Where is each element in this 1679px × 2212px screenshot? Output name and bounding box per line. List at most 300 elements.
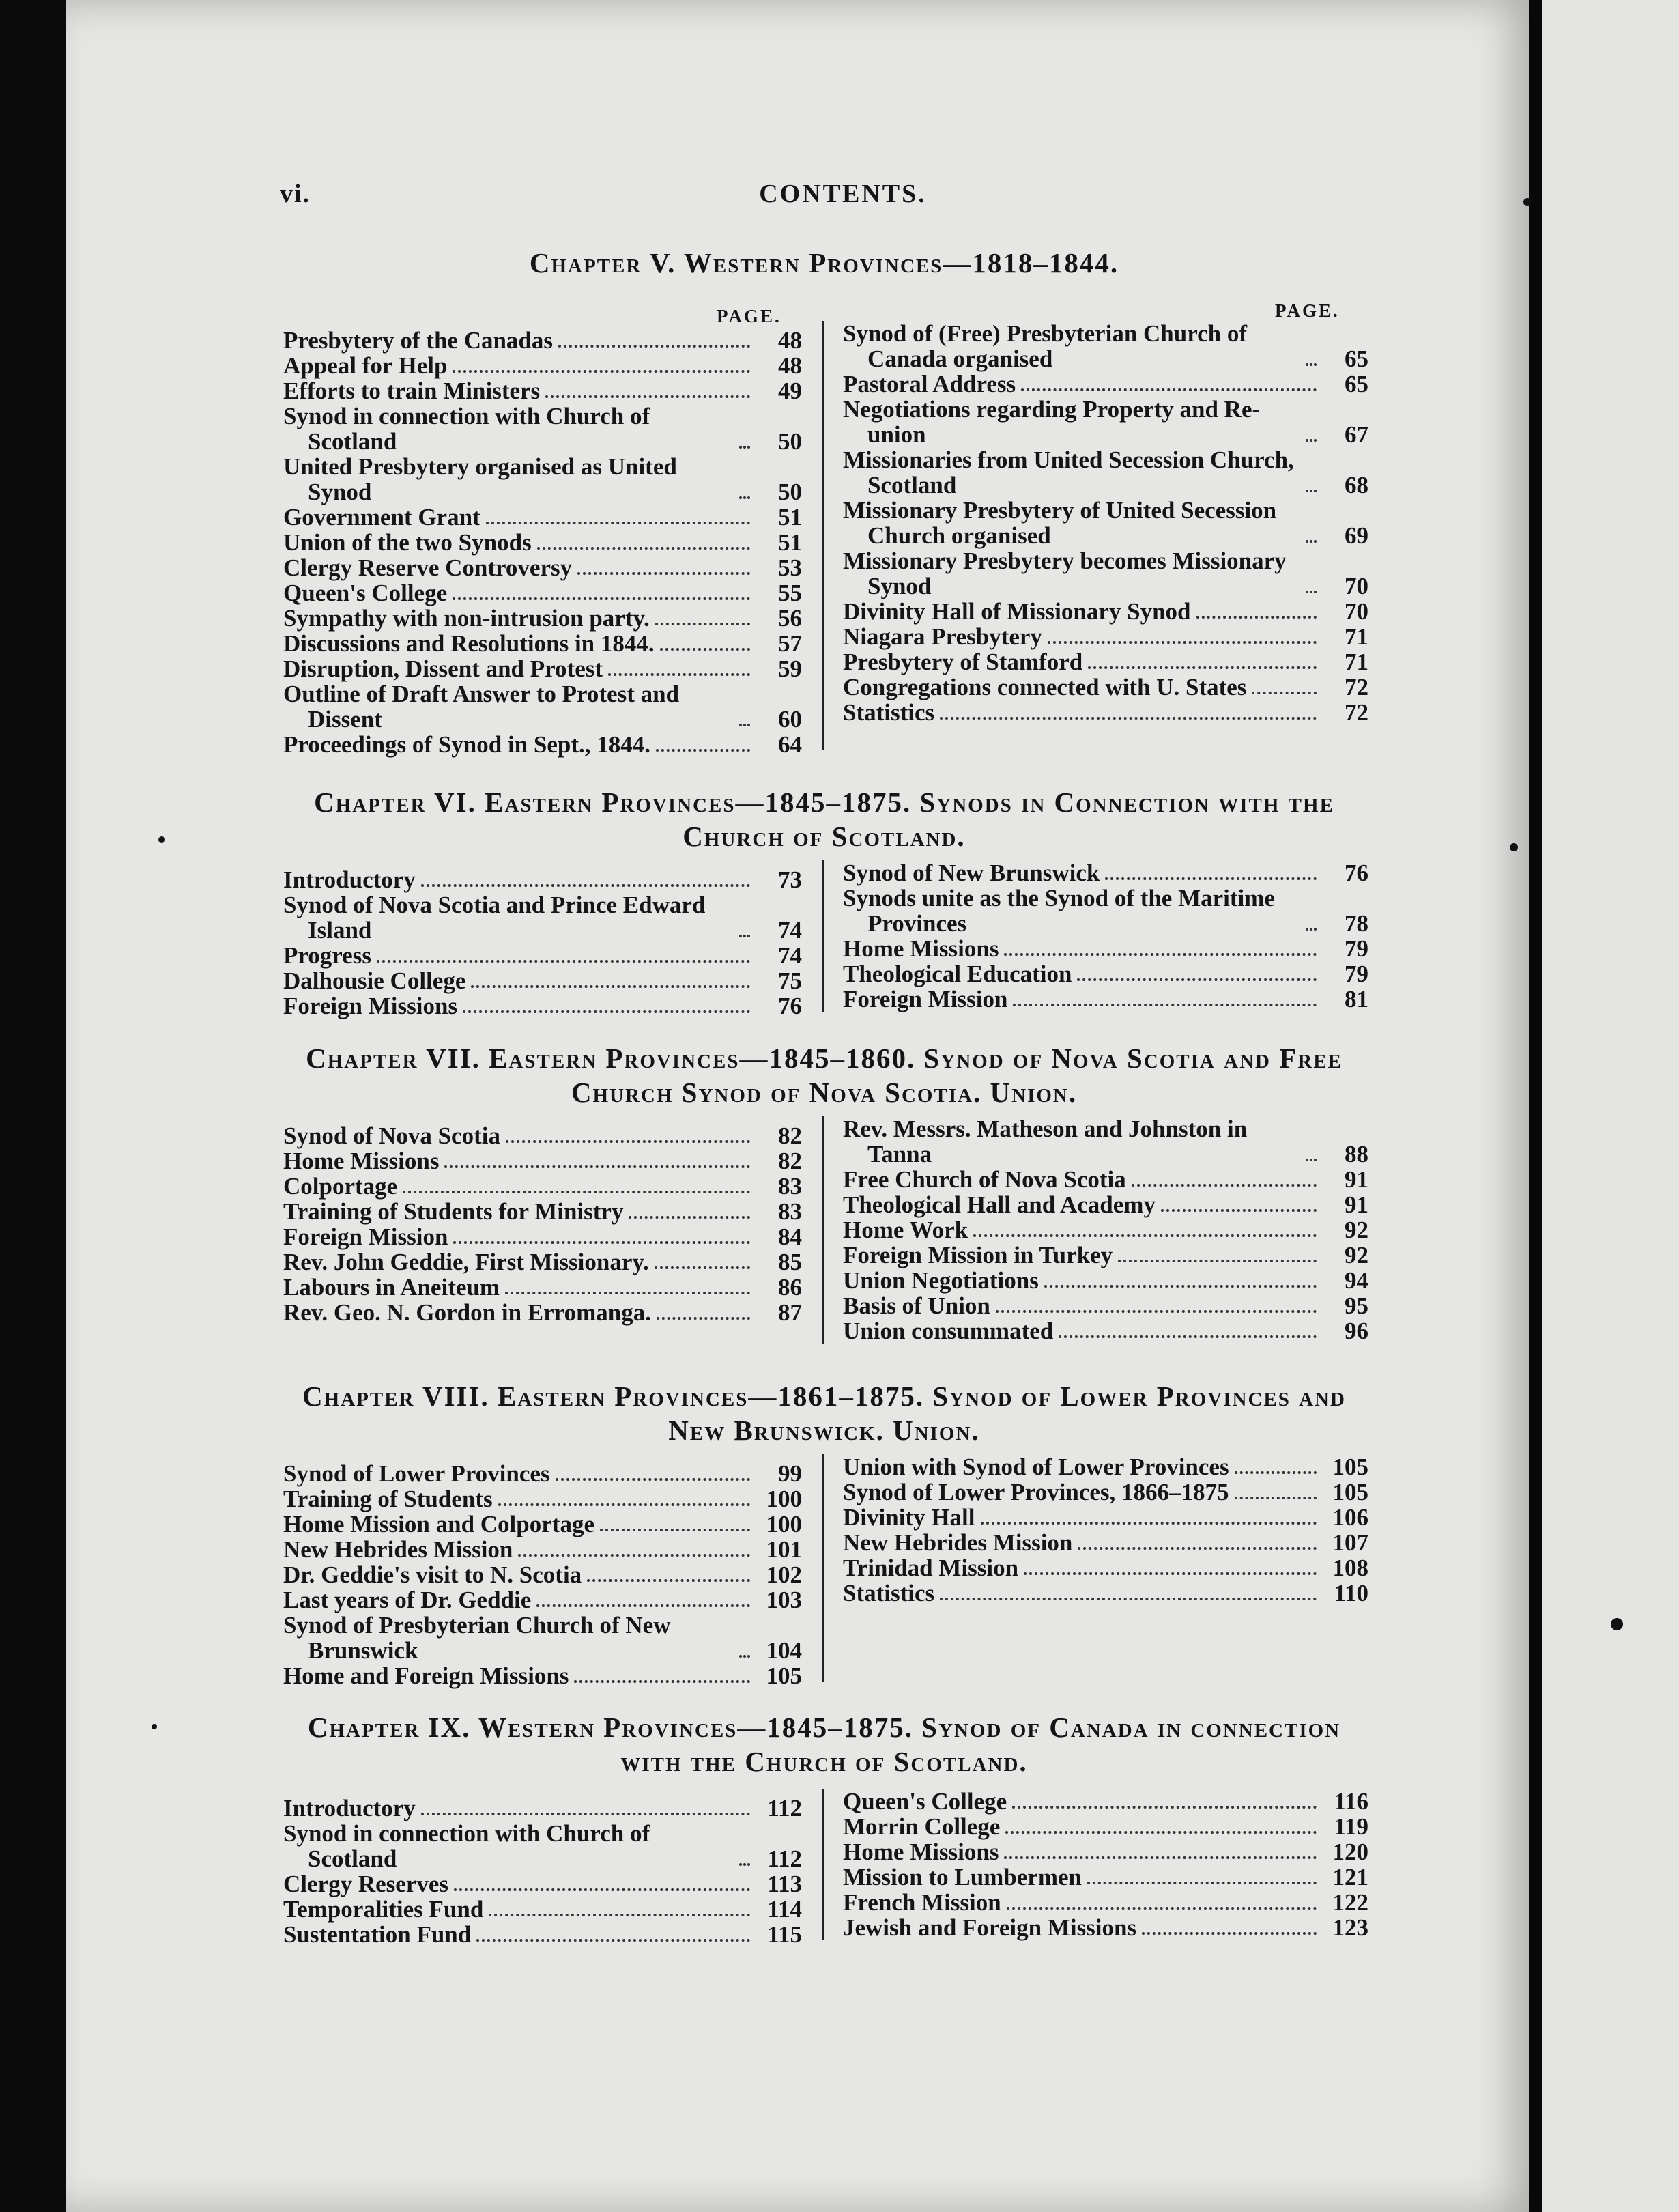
toc-page-number: 70 <box>1345 573 1368 599</box>
toc-page-number: 122 <box>1332 1889 1368 1916</box>
toc-entry <box>843 961 1368 987</box>
toc-page-number: 82 <box>778 1122 802 1149</box>
dot-leader <box>1252 692 1317 694</box>
dot-leader <box>444 1165 750 1168</box>
dot-leader <box>1012 1806 1317 1809</box>
toc-page-number: 79 <box>1345 935 1368 962</box>
dot-leader <box>1142 1932 1317 1935</box>
toc-entry <box>843 1479 1368 1505</box>
dot-leader <box>739 496 750 499</box>
toc-page-number: 69 <box>1345 522 1368 549</box>
dot-leader <box>739 935 750 937</box>
toc-page-number: 55 <box>778 580 802 606</box>
toc-entry-title: Clergy Reserve Controversy <box>283 554 573 581</box>
dot-leader <box>453 1241 750 1244</box>
toc-entry <box>283 892 802 943</box>
toc-entry <box>283 1174 802 1199</box>
toc-entry-title: Outline of Draft Answer to Protest and Dissent <box>283 681 685 733</box>
column-divider <box>822 1789 824 1940</box>
toc-page-number: 104 <box>766 1637 802 1664</box>
dot-leader <box>657 1317 750 1320</box>
dot-leader <box>1132 1184 1317 1187</box>
chapter-heading: Chapter VII. Eastern Provinces—1845–1860. Synod of Nova Scotia and Free Church Synod of Nova Scotia. Union. <box>306 1043 1343 1108</box>
toc-page-number: 78 <box>1345 910 1368 937</box>
toc-page-number: 65 <box>1345 345 1368 372</box>
toc-entry <box>283 1562 802 1587</box>
toc-entry-title: Theological Hall and Academy <box>843 1191 1156 1218</box>
toc-page-number: 53 <box>778 554 802 581</box>
toc-page-number: 87 <box>778 1299 802 1326</box>
toc-page-number: 86 <box>778 1274 802 1301</box>
toc-entry <box>283 1199 802 1224</box>
chapter-heading: Chapter VI. Eastern Provinces—1845–1875. Synods in Connection with the Church of Scotland. <box>314 786 1334 852</box>
toc-entry-title: Temporalities Fund <box>283 1896 484 1923</box>
toc-entry-title: Home Missions <box>843 1839 999 1865</box>
toc-page-number: 88 <box>1345 1141 1368 1167</box>
toc-page-number: 119 <box>1334 1813 1368 1840</box>
toc-entry-title: Foreign Mission <box>843 986 1008 1012</box>
toc-entry <box>283 454 802 505</box>
toc-entry <box>283 1613 802 1663</box>
dot-leader <box>996 1310 1317 1313</box>
toc-entry-title: Negotiations regarding Property and Re-union <box>843 396 1261 448</box>
dot-leader <box>940 1598 1317 1600</box>
toc-entry-title: Dalhousie College <box>283 967 466 994</box>
toc-entry <box>283 631 802 656</box>
toc-left-column <box>283 1123 802 1325</box>
toc-page-number: 121 <box>1332 1864 1368 1890</box>
toc-entry <box>283 1796 802 1821</box>
toc-entry-title: Synod of (Free) Presbyterian Church of Canada organised <box>843 320 1253 372</box>
toc-entry-title: Congregations connected with U. States <box>843 674 1247 700</box>
dot-leader <box>421 1813 750 1815</box>
toc-entry <box>843 1192 1368 1217</box>
toc-page-number: 64 <box>778 731 802 758</box>
toc-entry-title: Synod of Nova Scotia <box>283 1122 500 1149</box>
dot-leader <box>587 1579 750 1582</box>
toc-entry-title: Dr. Geddie's visit to N. Scotia <box>283 1561 582 1588</box>
toc-page-number: 92 <box>1345 1242 1368 1268</box>
toc-entry-title: Missionary Presbytery of United Secession Church organised <box>843 497 1282 549</box>
dot-leader <box>1306 439 1317 442</box>
toc-entry <box>843 1167 1368 1192</box>
toc-entry <box>283 732 802 757</box>
dot-leader <box>739 1863 750 1866</box>
dot-leader <box>1196 616 1317 619</box>
toc-entry <box>283 1922 802 1947</box>
toc-entry-title: Synod in connection with Church of Scotland <box>283 1820 656 1872</box>
column-divider <box>822 1454 824 1682</box>
dot-leader <box>1105 877 1317 880</box>
toc-entry <box>843 1839 1368 1864</box>
dot-leader <box>1088 666 1317 669</box>
toc-page-number: 105 <box>766 1662 802 1689</box>
toc-entry-title: Discussions and Resolutions in 1844. <box>283 630 655 657</box>
toc-entry-title: Training of Students <box>283 1486 493 1512</box>
dot-leader <box>463 1010 750 1013</box>
dot-leader <box>1235 1471 1317 1474</box>
toc-entry-title: Union Negotiations <box>843 1267 1039 1294</box>
toc-page-number: 120 <box>1332 1839 1368 1865</box>
toc-right-column <box>843 321 1368 725</box>
toc-entry-title: New Hebrides Mission <box>283 1536 513 1563</box>
dot-leader <box>739 1655 750 1658</box>
toc-left-column <box>283 1796 802 1947</box>
toc-entry <box>843 700 1368 725</box>
toc-page-number: 70 <box>1345 598 1368 625</box>
dot-leader <box>739 724 750 726</box>
dot-leader <box>655 623 750 625</box>
toc-page-number: 112 <box>767 1845 802 1872</box>
dot-leader <box>454 1888 750 1891</box>
toc-page-number: 83 <box>778 1173 802 1200</box>
dot-leader <box>973 1234 1317 1237</box>
toc-entry-title: Mission to Lumbermen <box>843 1864 1082 1890</box>
dot-leader <box>1306 591 1317 593</box>
toc-page-number: 100 <box>766 1511 802 1537</box>
toc-entry-title: Pastoral Address <box>843 371 1016 397</box>
toc-entry <box>283 867 802 892</box>
toc-entry <box>283 328 802 353</box>
toc-entry-title: Niagara Presbytery <box>843 623 1042 650</box>
toc-entry-title: Rev. Messrs. Matheson and Johnston in Tanna <box>843 1116 1253 1167</box>
toc-entry-title: Presbytery of Stamford <box>843 649 1083 675</box>
dot-leader <box>537 547 750 550</box>
column-divider <box>822 321 824 750</box>
toc-entry-title: Government Grant <box>283 504 480 530</box>
toc-entry <box>283 1148 802 1174</box>
toc-entry-title: Synods unite as the Synod of the Maritime Provinces <box>843 885 1281 937</box>
toc-entry <box>843 1243 1368 1268</box>
dot-leader <box>1024 1572 1317 1575</box>
toc-page-number: 102 <box>766 1561 802 1588</box>
toc-right-column <box>843 1454 1368 1606</box>
toc-page-number: 96 <box>1345 1318 1368 1344</box>
toc-entry <box>843 599 1368 624</box>
toc-entry <box>843 649 1368 675</box>
toc-page-number: 73 <box>778 866 802 893</box>
toc-page-number: 107 <box>1332 1529 1368 1556</box>
toc-page-number: 99 <box>778 1460 802 1487</box>
toc-entry <box>843 548 1368 599</box>
toc-page-number: 59 <box>778 655 802 682</box>
dot-leader <box>558 345 750 348</box>
toc-page-number: 75 <box>778 967 802 994</box>
toc-entry-title: French Mission <box>843 1889 1001 1916</box>
toc-entry-title: Labours in Aneiteum <box>283 1274 500 1301</box>
toc-entry-title: Appeal for Help <box>283 352 448 379</box>
toc-entry <box>843 1454 1368 1479</box>
toc-entry-title: New Hebrides Mission <box>843 1529 1073 1556</box>
dot-leader <box>1161 1209 1317 1212</box>
toc-entry <box>843 1293 1368 1318</box>
toc-entry <box>843 1814 1368 1839</box>
toc-entry-title: Home Missions <box>283 1148 440 1174</box>
dot-leader <box>1306 540 1317 543</box>
toc-page-number: 71 <box>1345 649 1368 675</box>
dot-leader <box>739 446 750 449</box>
toc-entry <box>283 1663 802 1688</box>
toc-entry <box>283 353 802 378</box>
dot-leader <box>1021 388 1317 391</box>
toc-page-number: 68 <box>1345 472 1368 498</box>
toc-entry-title: Synod in connection with Church of Scotland <box>283 403 656 455</box>
toc-page-number: 76 <box>1345 860 1368 886</box>
toc-entry-title: Morrin College <box>843 1813 1001 1840</box>
toc-entry <box>283 555 802 580</box>
toc-entry <box>843 1580 1368 1606</box>
toc-entry <box>283 1224 802 1249</box>
dot-leader <box>1306 490 1317 492</box>
dot-leader <box>1087 1882 1317 1884</box>
toc-entry <box>843 936 1368 961</box>
toc-entry-title: Home Missions <box>843 935 999 962</box>
dot-leader <box>1077 978 1317 981</box>
toc-entry <box>283 968 802 993</box>
toc-left-column <box>283 1461 802 1688</box>
toc-entry <box>843 675 1368 700</box>
toc-entry <box>283 1461 802 1486</box>
toc-entry-title: Divinity Hall of Missionary Synod <box>843 598 1191 625</box>
toc-entry-title: Foreign Mission in Turkey <box>843 1242 1113 1268</box>
toc-entry-title: Synod of Nova Scotia and Prince Edward Island <box>283 892 712 944</box>
running-head-title: CONTENTS. <box>759 180 927 208</box>
toc-page-number: 74 <box>778 942 802 969</box>
toc-entry-title: Missionaries from United Secession Church, Scotland <box>843 446 1300 498</box>
toc-page-number: 65 <box>1345 371 1368 397</box>
toc-entry-title: Foreign Mission <box>283 1223 448 1250</box>
toc-page-number: 49 <box>778 378 802 404</box>
toc-right-column <box>843 860 1368 1012</box>
toc-page-number: 76 <box>778 993 802 1019</box>
toc-entry-title: Union of the two Synods <box>283 529 532 556</box>
toc-page-number: 82 <box>778 1148 802 1174</box>
toc-entry-title: Introductory <box>283 1795 416 1821</box>
toc-entry-title: Basis of Union <box>843 1292 990 1319</box>
dot-leader <box>1118 1260 1317 1262</box>
toc-page-number: 94 <box>1345 1267 1368 1294</box>
toc-page-number: 110 <box>1334 1580 1368 1606</box>
toc-page-number: 100 <box>766 1486 802 1512</box>
toc-page-number: 48 <box>778 327 802 354</box>
toc-page-number: 103 <box>766 1587 802 1613</box>
dot-leader <box>1078 1547 1317 1550</box>
dot-leader <box>1306 928 1317 931</box>
dot-leader <box>471 985 750 988</box>
toc-entry <box>843 1505 1368 1530</box>
toc-page-number: 112 <box>767 1795 802 1821</box>
dot-leader <box>1013 1004 1317 1006</box>
page-column-label: PAGE. <box>1275 300 1340 321</box>
toc-entry <box>283 1486 802 1512</box>
page-folio: vi. <box>280 180 311 208</box>
toc-entry <box>843 1268 1368 1293</box>
dot-leader <box>536 1604 750 1607</box>
toc-entry <box>283 681 802 732</box>
toc-page-number: 115 <box>767 1921 802 1948</box>
toc-page-number: 48 <box>778 352 802 379</box>
toc-entry <box>283 606 802 631</box>
toc-page-number: 79 <box>1345 961 1368 987</box>
page-column-label: PAGE. <box>717 306 781 326</box>
dot-leader <box>940 717 1317 720</box>
dot-leader <box>1007 1907 1317 1910</box>
dot-leader <box>505 1292 750 1294</box>
toc-entry <box>843 397 1368 447</box>
toc-entry <box>843 371 1368 397</box>
toc-page-number: 92 <box>1345 1217 1368 1243</box>
toc-entry-title: Last years of Dr. Geddie <box>283 1587 532 1613</box>
toc-entry <box>843 860 1368 885</box>
toc-entry <box>843 1789 1368 1814</box>
toc-entry <box>283 1821 802 1871</box>
column-divider <box>822 1116 824 1344</box>
dot-leader <box>518 1554 750 1557</box>
dot-leader <box>453 597 750 600</box>
dot-leader <box>1004 1856 1317 1859</box>
toc-page-number: 91 <box>1345 1166 1368 1193</box>
dot-leader <box>506 1140 750 1143</box>
toc-page-number: 105 <box>1332 1479 1368 1505</box>
toc-entry <box>283 1537 802 1562</box>
toc-entry <box>283 1123 802 1148</box>
toc-entry-title: Rev. Geo. N. Gordon in Erromanga. <box>283 1299 651 1326</box>
dot-leader <box>489 1914 750 1916</box>
dot-leader <box>600 1529 750 1531</box>
toc-entry <box>283 530 802 555</box>
toc-page-number: 106 <box>1332 1504 1368 1531</box>
dot-leader <box>1005 1831 1317 1834</box>
dot-leader <box>1004 953 1317 956</box>
toc-entry <box>283 943 802 968</box>
toc-entry <box>283 1587 802 1613</box>
toc-page-number: 60 <box>778 706 802 733</box>
toc-entry <box>283 1275 802 1300</box>
toc-entry-title: Jewish and Foreign Missions <box>843 1914 1137 1941</box>
toc-left-column <box>283 867 802 1019</box>
toc-entry-title: Efforts to train Ministers <box>283 378 541 404</box>
toc-entry-title: Sympathy with non-intrusion party. <box>283 605 650 632</box>
dot-leader <box>655 1266 750 1269</box>
toc-entry <box>843 987 1368 1012</box>
toc-page-number: 114 <box>767 1896 802 1923</box>
toc-page-number: 74 <box>778 917 802 944</box>
dot-leader <box>1235 1497 1317 1499</box>
toc-page-number: 57 <box>778 630 802 657</box>
dot-leader <box>476 1939 750 1942</box>
toc-entry <box>283 1249 802 1275</box>
toc-entry <box>843 1555 1368 1580</box>
dot-leader <box>574 1680 750 1683</box>
toc-entry-title: Presbytery of the Canadas <box>283 327 554 354</box>
toc-entry-title: Proceedings of Synod in Sept., 1844. <box>283 731 651 758</box>
toc-entry <box>283 993 802 1019</box>
toc-entry-title: Home and Foreign Missions <box>283 1662 569 1689</box>
toc-page-number: 72 <box>1345 674 1368 700</box>
toc-page-number: 56 <box>778 605 802 632</box>
toc-page-number: 51 <box>778 504 802 530</box>
toc-entry <box>283 403 802 454</box>
chapter-heading: Chapter IX. Western Provinces—1845–1875. Synod of Canada in connection with the Church of Scotland. <box>307 1712 1341 1777</box>
dot-leader <box>1044 1285 1317 1288</box>
toc-entry <box>843 498 1368 548</box>
toc-page-number: 72 <box>1345 699 1368 726</box>
toc-entry <box>843 447 1368 498</box>
dot-leader <box>656 749 750 752</box>
toc-entry <box>283 1512 802 1537</box>
toc-left-column <box>283 328 802 757</box>
dot-leader <box>1306 1159 1317 1161</box>
toc-entry <box>843 1318 1368 1344</box>
toc-entry-title: Union consummated <box>843 1318 1054 1344</box>
toc-page-number: 50 <box>778 479 802 505</box>
toc-entry <box>843 1530 1368 1555</box>
toc-page-number: 123 <box>1332 1914 1368 1941</box>
toc-entry-title: Theological Education <box>843 961 1072 987</box>
dot-leader <box>629 1216 750 1219</box>
dot-leader <box>403 1191 750 1193</box>
toc-entry <box>283 1300 802 1325</box>
toc-entry-title: Free Church of Nova Scotia <box>843 1166 1126 1193</box>
toc-page-number: 113 <box>767 1871 802 1897</box>
toc-entry-title: Queen's College <box>843 1788 1007 1815</box>
toc-entry-title: Trinidad Mission <box>843 1555 1019 1581</box>
dot-leader <box>486 522 750 524</box>
toc-page-number: 84 <box>778 1223 802 1250</box>
toc-page-number: 91 <box>1345 1191 1368 1218</box>
toc-page-number: 108 <box>1332 1555 1368 1581</box>
chapter-heading: Chapter V. Western Provinces—1818–1844. <box>529 247 1119 279</box>
toc-entry-title: United Presbytery organised as United Synod <box>283 453 683 505</box>
toc-entry-title: Progress <box>283 942 371 969</box>
toc-page-number: 50 <box>778 428 802 455</box>
toc-page-number: 105 <box>1332 1454 1368 1480</box>
toc-entry <box>843 1116 1368 1167</box>
toc-entry-title: Disruption, Dissent and Protest <box>283 655 603 682</box>
toc-entry <box>283 505 802 530</box>
column-divider <box>822 860 824 1012</box>
toc-page-number: 81 <box>1345 986 1368 1012</box>
dot-leader <box>377 960 750 963</box>
toc-entry-title: Home Work <box>843 1217 968 1243</box>
toc-entry-title: Rev. John Geddie, First Missionary. <box>283 1249 649 1275</box>
dot-leader <box>1306 363 1317 366</box>
dot-leader <box>577 572 750 575</box>
dot-leader <box>421 884 750 887</box>
dot-leader <box>498 1503 750 1506</box>
toc-entry-title: Introductory <box>283 866 416 893</box>
toc-entry-title: Synod of Lower Provinces, 1866–1875 <box>843 1479 1229 1505</box>
toc-entry-title: Sustentation Fund <box>283 1921 472 1948</box>
toc-entry <box>283 656 802 681</box>
dot-leader <box>453 370 750 373</box>
toc-entry-title: Clergy Reserves <box>283 1871 448 1897</box>
toc-entry <box>283 378 802 403</box>
toc-entry <box>283 1871 802 1897</box>
toc-entry <box>283 580 802 606</box>
toc-entry <box>283 1897 802 1922</box>
toc-entry <box>843 1890 1368 1915</box>
toc-entry-title: Foreign Missions <box>283 993 458 1019</box>
chapter-heading: Chapter VIII. Eastern Provinces—1861–1875. Synod of Lower Provinces and New Brunswick. Union. <box>302 1380 1346 1446</box>
toc-entry-title: Synod of New Brunswick <box>843 860 1100 886</box>
dot-leader <box>1048 641 1317 644</box>
toc-entry <box>843 624 1368 649</box>
dot-leader <box>660 648 750 651</box>
toc-entry-title: Training of Students for Ministry <box>283 1198 624 1225</box>
toc-page-number: 83 <box>778 1198 802 1225</box>
toc-entry <box>843 885 1368 936</box>
